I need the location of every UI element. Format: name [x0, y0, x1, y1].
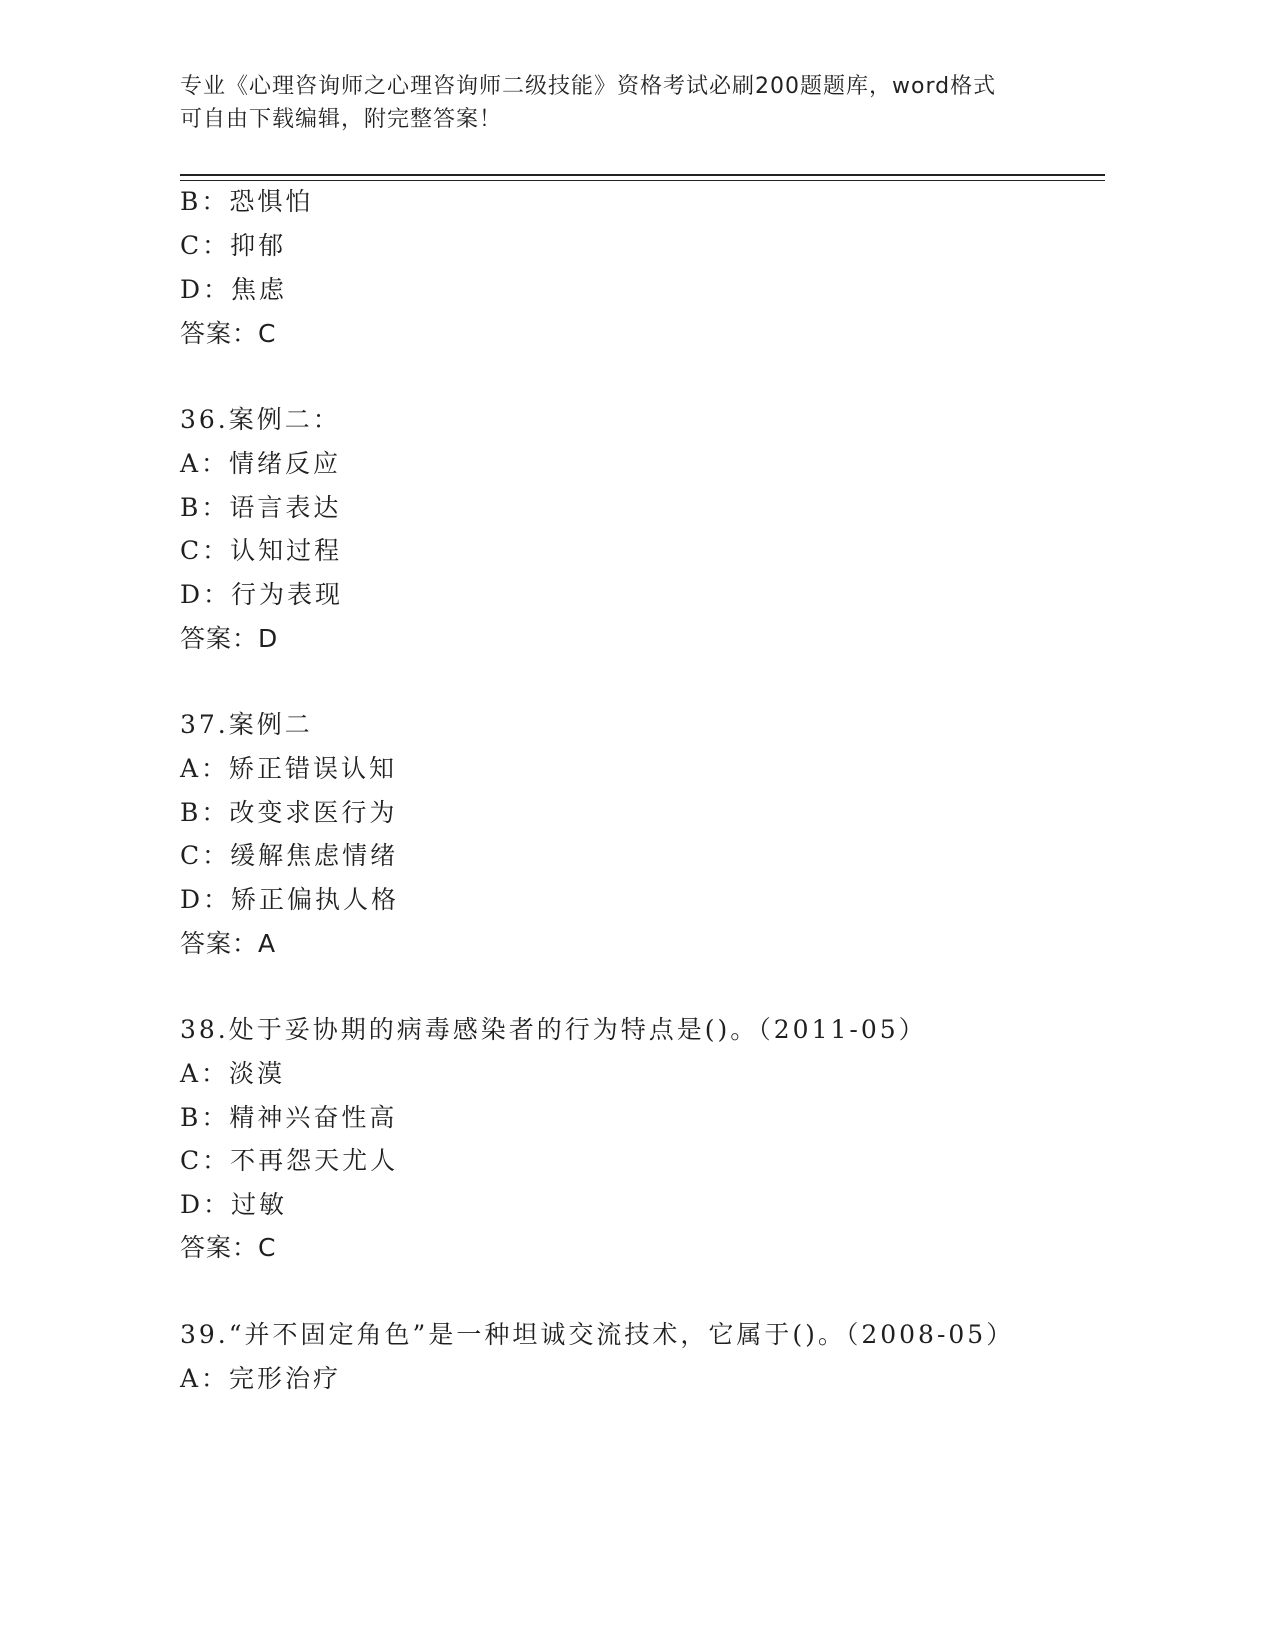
q38-option-b: B：精神兴奋性高 [180, 1103, 398, 1132]
q35-option-c: C：抑郁 [180, 231, 287, 260]
q38-option-a: A：淡漠 [180, 1059, 286, 1088]
q36-option-d: D：行为表现 [180, 580, 344, 609]
q35-option-b: B：恐惧怕 [180, 187, 314, 216]
q35-answer: 答案：C [180, 319, 277, 348]
q38-answer: 答案：C [180, 1233, 277, 1262]
q36-option-c: C：认知过程 [180, 536, 343, 565]
q37-option-d: D：矫正偏执人格 [180, 885, 400, 914]
q36-answer: 答案：D [180, 624, 279, 653]
q36-option-a: A：情绪反应 [180, 449, 342, 478]
header-line-1: 专业《心理咨询师之心理咨询师二级技能》资格考试必刷200题题库，word格式 [180, 74, 997, 99]
header-line-2: 可自由下载编辑，附完整答案！ [180, 107, 503, 132]
document-header [180, 70, 1060, 136]
q38-option-d: D：过敏 [180, 1190, 288, 1219]
q39-stem: 39.“并不固定角色”是一种坦诚交流技术，它属于()。（2008-05） [180, 1320, 1015, 1349]
header-divider-thick [180, 174, 1105, 176]
q38-stem: 38.处于妥协期的病毒感染者的行为特点是()。（2011-05） [180, 1015, 927, 1044]
header-divider-thin [180, 180, 1105, 181]
q35-option-d: D：焦虑 [180, 275, 288, 304]
q39-option-a: A：完形治疗 [180, 1364, 342, 1393]
q36-option-b: B：语言表达 [180, 493, 342, 522]
q37-stem: 37.案例二 [180, 710, 313, 739]
q37-option-c: C：缓解焦虑情绪 [180, 841, 399, 870]
q36-stem: 36.案例二： [180, 405, 341, 434]
q37-answer: 答案：A [180, 929, 277, 958]
q38-option-c: C：不再怨天尤人 [180, 1146, 399, 1175]
q37-option-a: A：矫正错误认知 [180, 754, 398, 783]
q37-option-b: B：改变求医行为 [180, 798, 398, 827]
